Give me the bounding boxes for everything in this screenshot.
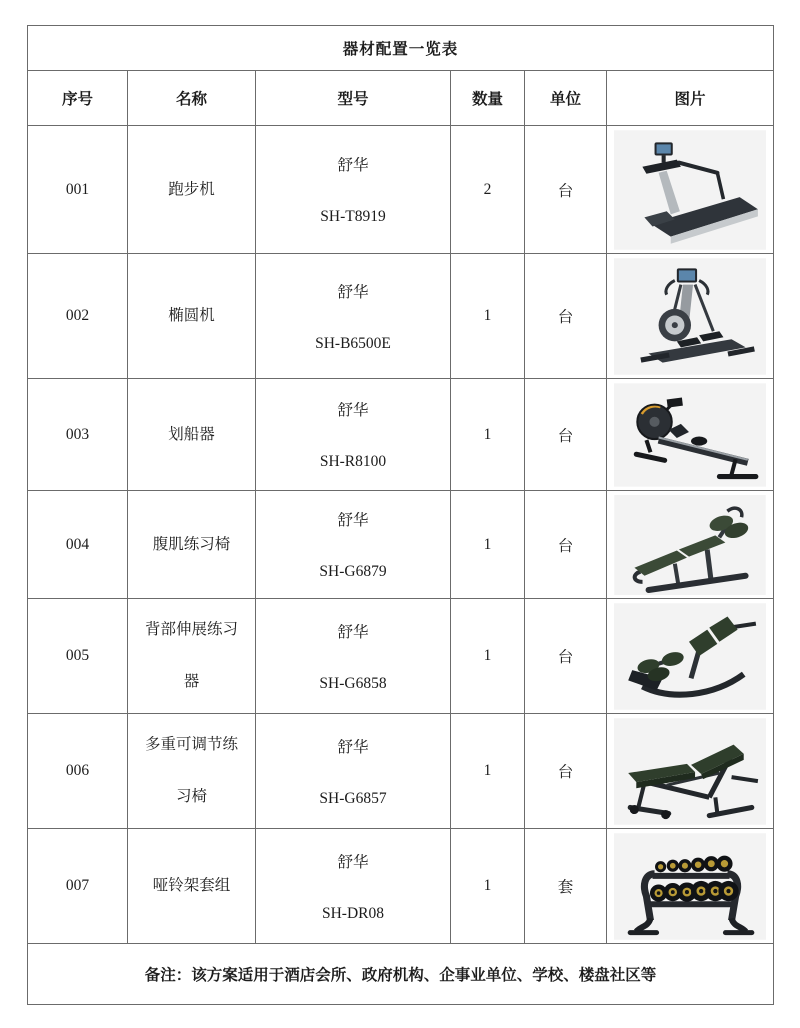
dumbbell-rack-image — [614, 833, 766, 940]
table-row — [28, 491, 774, 599]
cell-serial: 007 — [28, 829, 128, 944]
model-label: SH-G6858 — [319, 674, 387, 692]
note-row — [28, 944, 774, 1005]
cell-image — [607, 126, 774, 254]
cell-qty: 1 — [451, 599, 525, 714]
cell-serial: 006 — [28, 714, 128, 829]
cell-qty: 1 — [451, 714, 525, 829]
model-label: SH-G6879 — [319, 563, 387, 580]
cell-unit: 台 — [525, 714, 607, 829]
cell-model — [256, 126, 451, 254]
brand-label: 舒华 — [337, 853, 369, 871]
equipment-name: 哑铃架套组 — [152, 877, 231, 894]
cell-serial: 004 — [28, 491, 128, 599]
cell-name — [128, 599, 256, 714]
cell-name — [128, 254, 256, 379]
cell-name — [128, 714, 256, 829]
title-row — [28, 26, 774, 71]
cell-qty: 1 — [451, 254, 525, 379]
cell-model — [256, 254, 451, 379]
table-row — [28, 126, 774, 254]
brand-label: 舒华 — [337, 512, 369, 529]
cell-qty: 2 — [451, 126, 525, 254]
cell-model — [256, 714, 451, 829]
col-header-name: 名称 — [128, 71, 256, 126]
table-header-row — [28, 71, 774, 126]
table-row — [28, 254, 774, 379]
equipment-name: 椭圆机 — [168, 307, 215, 324]
cell-model — [256, 599, 451, 714]
treadmill-image — [614, 130, 766, 250]
cell-serial: 005 — [28, 599, 128, 714]
page-title: 器材配置一览表 — [28, 26, 774, 71]
cell-image — [607, 491, 774, 599]
cell-image — [607, 599, 774, 714]
equipment-name: 划船器 — [168, 425, 215, 443]
elliptical-image — [614, 258, 766, 375]
col-header-serial: 序号 — [28, 71, 128, 126]
equipment-table — [27, 25, 774, 1005]
ab-crunch-bench-image — [614, 495, 766, 595]
cell-name — [128, 829, 256, 944]
cell-qty: 1 — [451, 829, 525, 944]
cell-image — [607, 714, 774, 829]
cell-model — [256, 829, 451, 944]
remark-note: 备注：该方案适用于酒店会所、政府机构、企事业单位、学校、楼盘社区等 — [28, 944, 774, 1005]
brand-label: 舒华 — [337, 623, 369, 641]
cell-unit: 台 — [525, 254, 607, 379]
brand-label: 舒华 — [337, 157, 369, 174]
col-header-unit: 单位 — [525, 71, 607, 126]
model-label: SH-R8100 — [319, 453, 387, 470]
equipment-name: 背部伸展练习器 — [144, 621, 238, 690]
brand-label: 舒华 — [337, 402, 369, 419]
cell-image — [607, 379, 774, 491]
cell-serial: 001 — [28, 126, 128, 254]
cell-unit: 台 — [525, 491, 607, 599]
cell-qty: 1 — [451, 491, 525, 599]
cell-serial: 002 — [28, 254, 128, 379]
cell-unit: 套 — [525, 829, 607, 944]
equipment-name: 跑步机 — [168, 180, 215, 198]
brand-label: 舒华 — [337, 738, 369, 756]
cell-image — [607, 829, 774, 944]
equipment-name: 腹肌练习椅 — [152, 535, 231, 553]
cell-name — [128, 126, 256, 254]
col-header-image: 图片 — [607, 71, 774, 126]
cell-unit: 台 — [525, 379, 607, 491]
brand-label: 舒华 — [337, 283, 369, 301]
col-header-model: 型号 — [256, 71, 451, 126]
table-row — [28, 714, 774, 829]
cell-name — [128, 491, 256, 599]
adjustable-bench-image — [614, 718, 766, 825]
table-row — [28, 379, 774, 491]
cell-name — [128, 379, 256, 491]
cell-serial: 003 — [28, 379, 128, 491]
model-label: SH-G6857 — [319, 789, 387, 807]
cell-unit: 台 — [525, 126, 607, 254]
rowing-machine-image — [614, 383, 766, 487]
model-label: SH-B6500E — [315, 334, 391, 352]
cell-unit: 台 — [525, 599, 607, 714]
cell-model — [256, 491, 451, 599]
equipment-name: 多重可调节练习椅 — [144, 736, 238, 805]
back-extension-bench-image — [614, 603, 766, 710]
cell-model — [256, 379, 451, 491]
cell-image — [607, 254, 774, 379]
model-label: SH-DR08 — [321, 904, 384, 922]
model-label: SH-T8919 — [320, 208, 386, 225]
cell-qty: 1 — [451, 379, 525, 491]
table-row — [28, 829, 774, 944]
col-header-qty: 数量 — [451, 71, 525, 126]
table-row — [28, 599, 774, 714]
